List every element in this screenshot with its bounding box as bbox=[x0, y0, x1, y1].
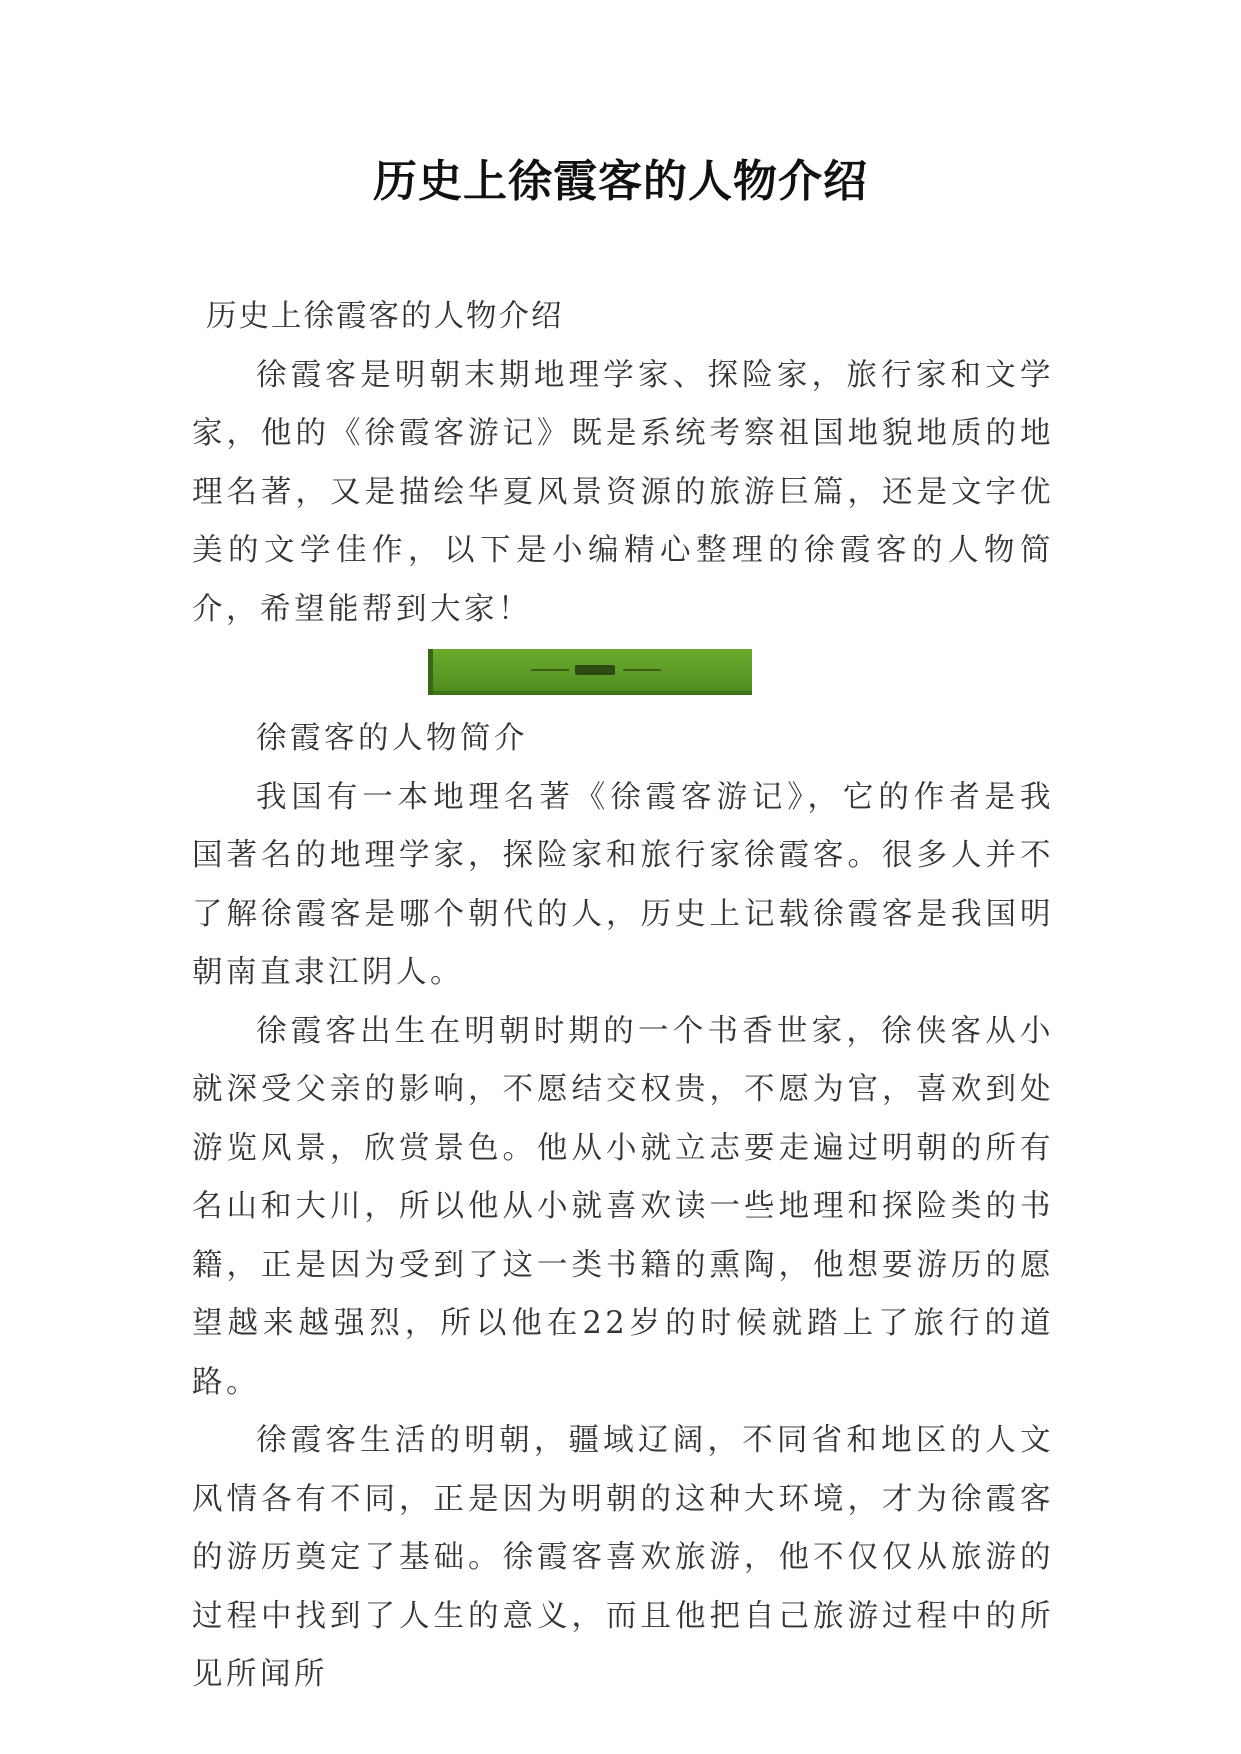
body-paragraph-1: 我国有一本地理名著《徐霞客游记》，它的作者是我国著名的地理学家，探险家和旅行家徐霞客。很多人并不了解徐霞客是哪个朝代的人，历史上记载徐霞客是我国明朝南直隶江阴人。 bbox=[192, 779, 1054, 990]
body-paragraph-3: 徐霞客生活的明朝，疆域辽阔，不同省和地区的人文风情各有不同，正是因为明朝的这种大环境，才为徐霞客的游历奠定了基础。徐霞客喜欢旅游，他不仅仅从旅游的过程中找到了人生的意义，而且他把自己旅游过程中的所见所闻所 bbox=[192, 1423, 1054, 1692]
book-decor-line-left bbox=[531, 669, 569, 671]
book-title-band bbox=[575, 665, 615, 675]
intro-paragraph: 徐霞客是明朝末期地理学家、探险家，旅行家和文学家，他的《徐霞客游记》既是系统考察祖国地貌地质的地理名著，又是描绘华夏风景资源的旅游巨篇，还是文字优美的文学佳作，以下是小编精心整理的徐霞客的人物简介，希望能帮到大家！ bbox=[192, 357, 1054, 627]
document-subtitle: 历史上徐霞客的人物介绍 bbox=[206, 299, 564, 334]
book-edge bbox=[433, 691, 752, 695]
section-heading: 徐霞客的人物简介 bbox=[256, 721, 528, 756]
body-paragraph-2: 徐霞客出生在明朝时期的一个书香世家，徐侠客从小就深受父亲的影响，不愿结交权贵，不愿为官，喜欢到处游览风景，欣赏景色。他从小就立志要走遍过明朝的所有名山和大川，所以他从小就喜欢读一些地理和探险类的书籍，正是因为受到了这一类书籍的熏陶，他想要游历的愿望越来越强烈，所以他在22岁的时候就踏上了旅行的道路。 bbox=[192, 1013, 1054, 1400]
book-decor-line-right bbox=[623, 669, 661, 671]
book-cover-image bbox=[428, 649, 752, 695]
document-body bbox=[192, 288, 1054, 1705]
document-title: 历史上徐霞客的人物介绍 bbox=[373, 156, 868, 207]
